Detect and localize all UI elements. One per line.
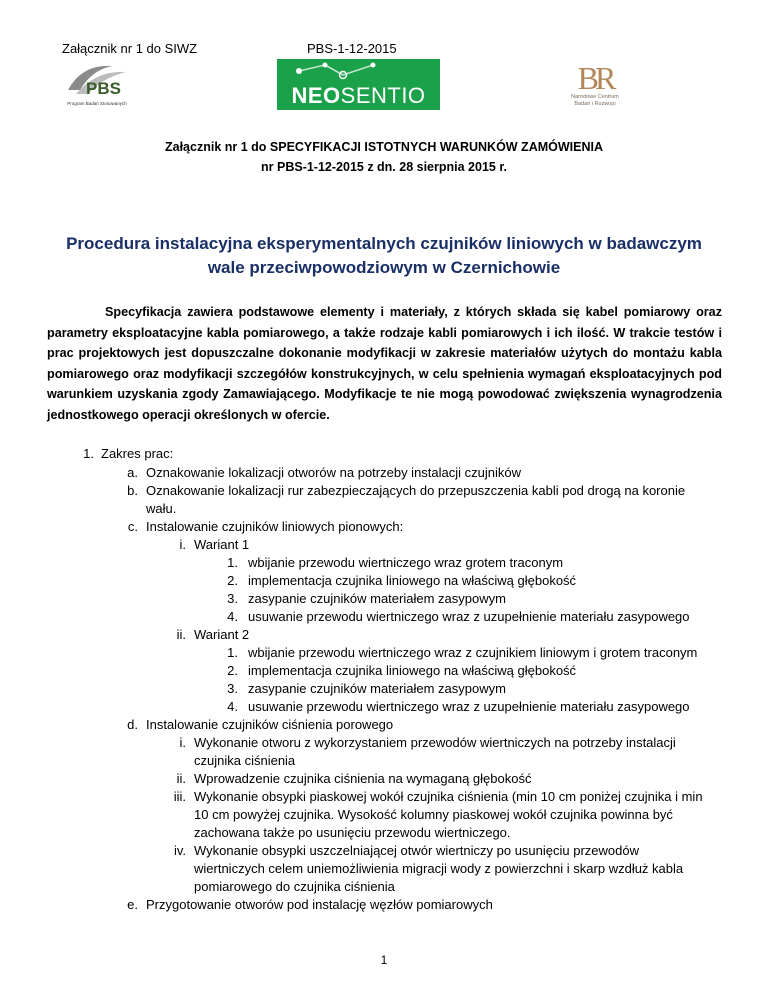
list-marker: a. <box>127 465 138 480</box>
page-number: 1 <box>380 953 388 967</box>
list-item-step: implementacja czujnika liniowego na właściwą głębokość <box>248 663 577 678</box>
header-document-number: PBS-1-12-2015 <box>307 41 397 56</box>
list-marker: 3. <box>227 591 238 606</box>
intro-paragraph: Specyfikacja zawiera podstawowe elementy i materiały, z których składa się kabel pomiarowy oraz parametry eksploatacyjne kabla pomiarowego, a także rodzaje kabli pomiarowych i ich ilość. W trakcie testów i prac projektowych jest dopuszczalne dokonanie modyfikacji w zakresie materiałów użytych do montażu kabla pomiarowego oraz modyfikacji szczegółów konstrukcyjnych, w celu spełnienia wymagań eksploatacyjnych pod warunkiem uzyskania zgody Zamawiającego. Modyfikacje te nie mogą powodować zwiększenia wynagrodzenia jednostkowego operacji określonych w ofercie. <box>47 305 722 422</box>
ncbr-logo <box>566 60 624 110</box>
list-item-c: Instalowanie czujników liniowych pionowych: <box>146 519 404 534</box>
list-marker: iii. <box>173 789 186 804</box>
list-item-d-i: Wykonanie otworu z wykorzystaniem przewodów wiertniczych na potrzeby instalacji <box>194 735 676 750</box>
list-marker: 2. <box>227 663 238 678</box>
list-item-d-iii: Wykonanie obsypki piaskowej wokół czujnika ciśnienia (min 10 cm poniżej czujnika i min <box>194 789 703 804</box>
list-item-b-cont: wału. <box>146 501 177 516</box>
list-item-d-iii-cont: zachowana także po usunięciu przewodu wiertniczego. <box>194 825 511 840</box>
list-item-e: Przygotowanie otworów pod instalację węzłów pomiarowych <box>146 897 493 912</box>
list-marker: d. <box>127 717 138 732</box>
list-marker: ii. <box>176 627 186 642</box>
list-item-d-ii: Wprowadzenie czujnika ciśnienia na wymaganą głębokość <box>194 771 532 786</box>
list-item-scope: Zakres prac: <box>101 446 174 461</box>
list-marker: 1. <box>227 645 238 660</box>
list-item-d-i-cont: czujnika ciśnienia <box>194 753 296 768</box>
list-item-a: Oznakowanie lokalizacji otworów na potrzeby instalacji czujników <box>146 465 522 480</box>
neosentio-logo-light: SENTIO <box>340 83 426 108</box>
list-marker: ii. <box>176 771 186 786</box>
list-marker: 2. <box>227 573 238 588</box>
list-item-d: Instalowanie czujników ciśnienia porowego <box>146 717 394 732</box>
list-item-d-iv-cont: wiertniczych celem uniemożliwienia migracji wody z powierzchni i skarp wzdłuż kabla <box>194 861 684 876</box>
list-item-d-iii-cont: 10 cm powyżej czujnika. Wysokość kolumny piaskowej wokół czujnika powinna być <box>194 807 673 822</box>
list-item-step: zasypanie czujników materiałem zasypowym <box>248 591 506 606</box>
list-marker: e. <box>127 897 138 912</box>
annex-title-line2: nr PBS-1-12-2015 z dn. 28 sierpnia 2015 r. <box>261 160 507 174</box>
list-marker: b. <box>127 483 138 498</box>
list-marker: c. <box>127 519 138 534</box>
document-title: Procedura instalacyjna eksperymentalnych czujników liniowych w badawczym wale przeciwpowodziowym w Czernichowie <box>66 234 702 277</box>
list-marker: i. <box>179 537 186 552</box>
list-item-variant-2: Wariant 2 <box>194 627 250 642</box>
neosentio-logo-bold: NEO <box>291 83 341 108</box>
list-marker: iv. <box>173 843 186 858</box>
list-item-d-iv-cont: pomiarowego do czujnika ciśnienia <box>194 879 395 894</box>
list-marker: 4. <box>227 609 238 624</box>
list-item-step: wbijanie przewodu wiertniczego wraz grotem traconym <box>248 555 564 570</box>
list-marker: 1. <box>83 446 94 461</box>
list-marker: 3. <box>227 681 238 696</box>
pbs-logo-text: PBS <box>86 79 121 98</box>
list-item-variant-1: Wariant 1 <box>194 537 250 552</box>
list-marker: 1. <box>227 555 238 570</box>
neosentio-logo <box>277 59 440 110</box>
pbs-logo-caption: Program Badań Stosowanych <box>67 101 127 106</box>
list-item-step: implementacja czujnika liniowego na właściwą głębokość <box>248 573 577 588</box>
list-item-step: wbijanie przewodu wiertniczego wraz z czujnikiem liniowym i grotem traconym <box>248 645 698 660</box>
annex-title-line1: Załącznik nr 1 do SPECYFIKACJI ISTOTNYCH WARUNKÓW ZAMÓWIENIA <box>165 140 603 154</box>
list-item-b: Oznakowanie lokalizacji rur zabezpieczających do przepuszczenia kabli pod drogą na koronie <box>146 483 686 498</box>
list-item-step: usuwanie przewodu wiertniczego wraz z uzupełnienie materiału zasypowego <box>248 699 690 714</box>
list-item-step: zasypanie czujników materiałem zasypowym <box>248 681 506 696</box>
list-item-step: usuwanie przewodu wiertniczego wraz z uzupełnienie materiału zasypowego <box>248 609 690 624</box>
list-marker: i. <box>179 735 186 750</box>
header-annex-label: Załącznik nr 1 do SIWZ <box>62 41 198 56</box>
list-item-d-iv: Wykonanie obsypki uszczelniającej otwór wiertniczy po usunięciu przewodów <box>194 843 639 858</box>
ncbr-logo-glyph: BR <box>577 60 613 96</box>
ncbr-logo-line1: Narodowe Centrum <box>571 94 619 100</box>
list-marker: 4. <box>227 699 238 714</box>
ncbr-logo-line2: Badań i Rozwoju <box>574 101 616 107</box>
